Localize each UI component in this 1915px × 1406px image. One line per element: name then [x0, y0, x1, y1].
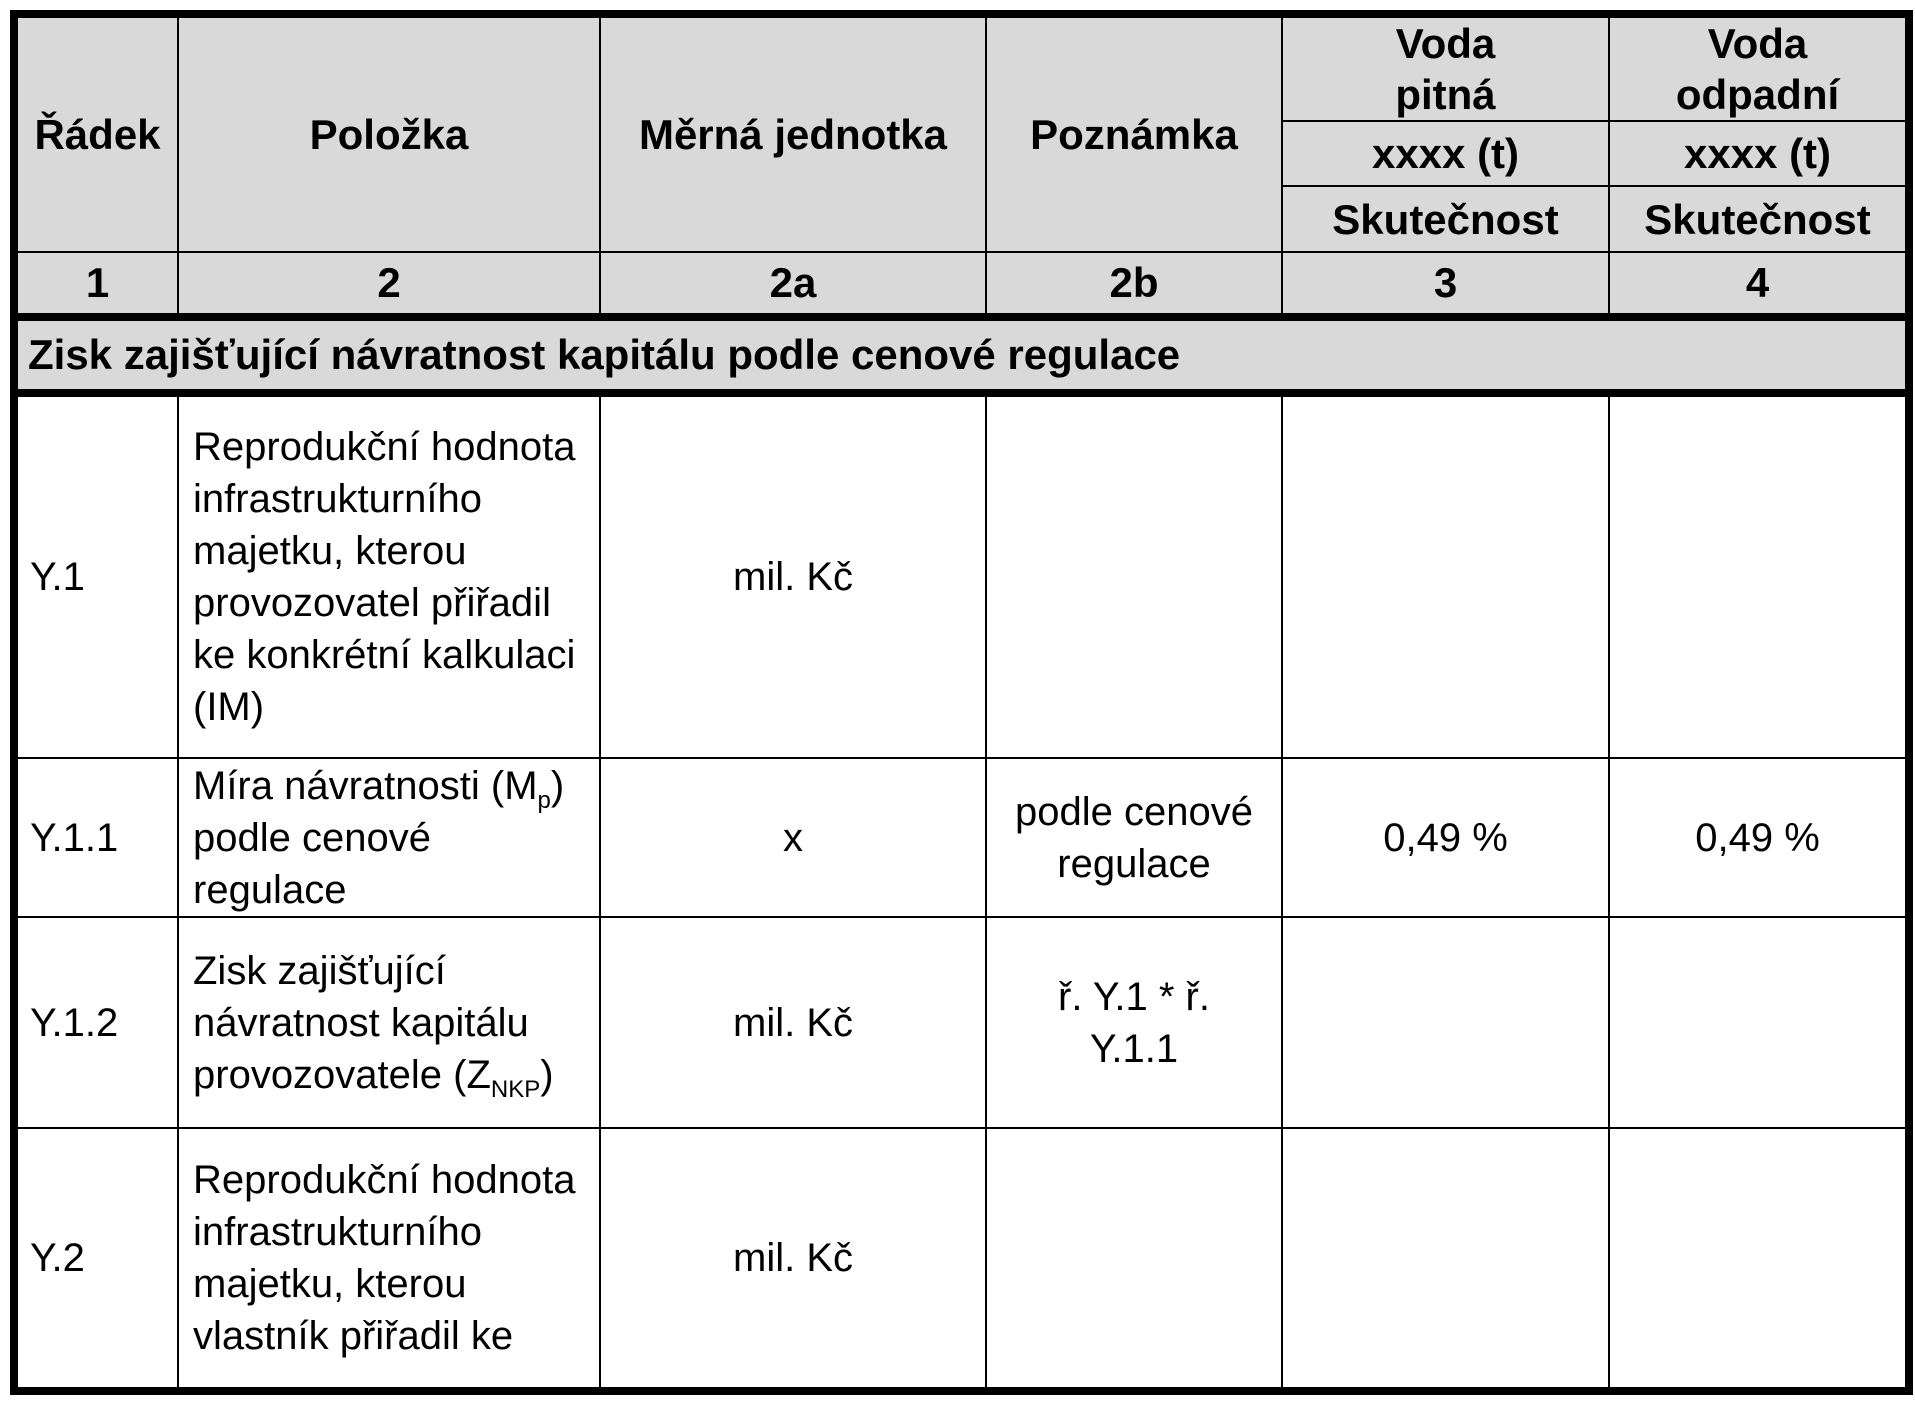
table-row: [14, 1128, 1909, 1391]
header-voda-odpadni: [1609, 14, 1909, 121]
row-item-subscript: p: [537, 786, 551, 814]
header-polozka: Položka: [178, 14, 600, 252]
row-value-odpadni: 0,49 %: [1609, 758, 1909, 917]
row-item-text: Míra návratnosti (M: [193, 763, 538, 808]
row-id: Y.1.1: [14, 758, 178, 917]
regulation-table: [10, 10, 1913, 1395]
row-item: [178, 758, 600, 917]
header-voda-pitna: [1282, 14, 1609, 121]
row-value-pitna: [1282, 917, 1609, 1128]
header-voda-pitna-line2: pitná: [1395, 71, 1496, 118]
row-unit: mil. Kč: [600, 1128, 986, 1391]
row-item: [178, 917, 600, 1128]
column-number-4: 4: [1609, 252, 1909, 317]
table-row: [14, 758, 1909, 917]
header-period-odpadni: xxxx (t): [1609, 121, 1909, 186]
header-radek: Řádek: [14, 14, 178, 252]
section-row: [14, 317, 1909, 393]
column-number-3: 3: [1282, 252, 1609, 317]
row-value-pitna: 0,49 %: [1282, 758, 1609, 917]
row-note: [986, 393, 1282, 758]
row-unit: mil. Kč: [600, 393, 986, 758]
column-number-2b: 2b: [986, 252, 1282, 317]
document-page: [10, 10, 1913, 1395]
header-period-pitna: xxxx (t): [1282, 121, 1609, 186]
row-unit: x: [600, 758, 986, 917]
row-item-text-end: ) podle cenové regulace: [193, 763, 565, 912]
header-actual-odpadni: Skutečnost: [1609, 186, 1909, 252]
header-actual-pitna: Skutečnost: [1282, 186, 1609, 252]
section-title: Zisk zajišťující návratnost kapitálu podle cenové regulace: [14, 317, 1909, 393]
header-merna-jednotka: Měrná jednotka: [600, 14, 986, 252]
table-row: [14, 917, 1909, 1128]
column-number-2: 2: [178, 252, 600, 317]
row-value-pitna: [1282, 393, 1609, 758]
row-note: [986, 1128, 1282, 1391]
table-row: [14, 393, 1909, 758]
row-note: podle cenové regulace: [986, 758, 1282, 917]
row-value-odpadni: [1609, 1128, 1909, 1391]
row-item: Reprodukční hodnota infrastrukturního majetku, kterou provozovatel přiřadil ke konkrétní kalkulaci (IM): [178, 393, 600, 758]
row-item-subscript: NKP: [490, 1075, 541, 1103]
row-unit: mil. Kč: [600, 917, 986, 1128]
row-id: Y.2: [14, 1128, 178, 1391]
row-value-odpadni: [1609, 917, 1909, 1128]
row-item-text-end: ): [540, 1052, 554, 1097]
row-note: ř. Y.1 * ř. Y.1.1: [986, 917, 1282, 1128]
row-id: Y.1.2: [14, 917, 178, 1128]
column-number-2a: 2a: [600, 252, 986, 317]
header-voda-odpadni-line2: odpadní: [1675, 71, 1840, 118]
header-voda-pitna-line1: Voda: [1395, 20, 1496, 67]
header-row-1: [14, 14, 1909, 121]
column-number-row: [14, 252, 1909, 317]
column-number-1: 1: [14, 252, 178, 317]
row-value-pitna: [1282, 1128, 1609, 1391]
row-item: Reprodukční hodnota infrastrukturního majetku, kterou vlastník přiřadil ke: [178, 1128, 600, 1391]
row-value-odpadni: [1609, 393, 1909, 758]
row-item-text: Zisk zajišťující návratnost kapitálu provozovatele (Z: [193, 948, 529, 1097]
header-voda-odpadni-line1: Voda: [1707, 20, 1808, 67]
header-poznamka: Poznámka: [986, 14, 1282, 252]
row-id: Y.1: [14, 393, 178, 758]
